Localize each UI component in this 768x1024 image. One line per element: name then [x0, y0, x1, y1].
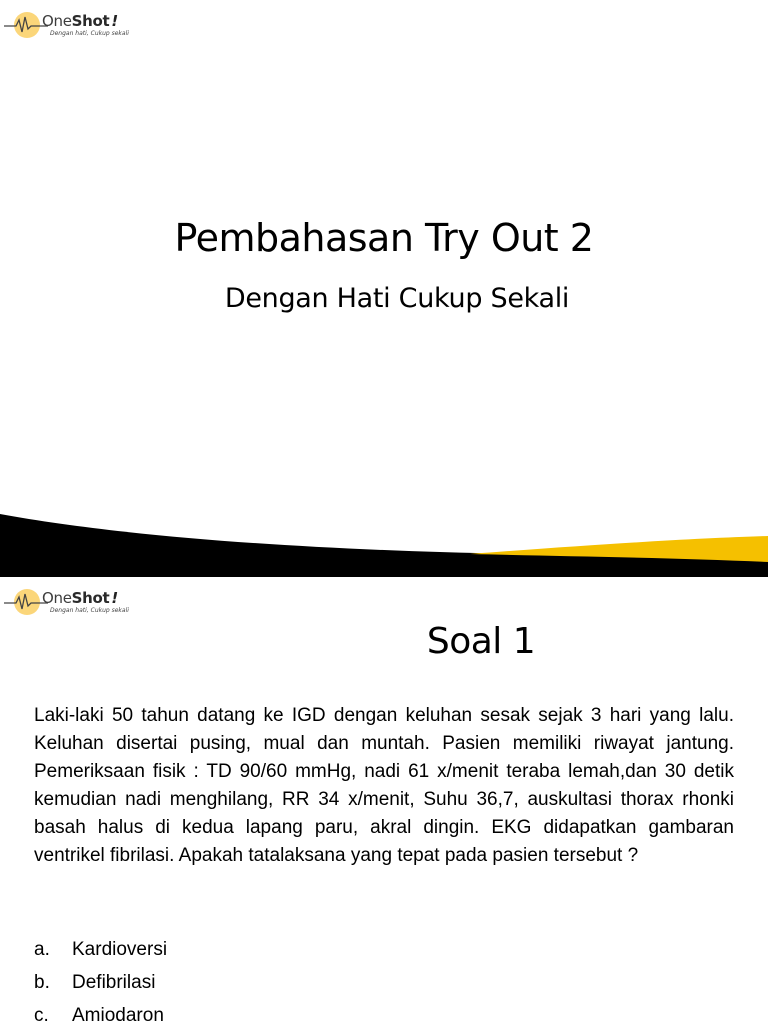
- logo-name-regular: One: [42, 12, 72, 30]
- logo-exclamation: !: [111, 589, 118, 607]
- oneshot-logo: [4, 587, 144, 621]
- logo-wordmark: [42, 12, 118, 30]
- option-text: Kardioversi: [72, 939, 168, 960]
- option-letter: b.: [34, 972, 50, 993]
- answer-option: [34, 966, 167, 999]
- decorative-swoosh: [0, 500, 768, 576]
- slide-subtitle: Dengan Hati Cukup Sekali: [224, 283, 570, 314]
- answer-option: [34, 933, 167, 966]
- logo-name-regular: One: [42, 589, 72, 607]
- logo-tagline: Dengan hati, Cukup sekali: [50, 30, 129, 37]
- answer-options: [34, 933, 167, 1024]
- answer-option: [34, 999, 167, 1024]
- slide-title-heading: Pembahasan Try Out 2: [174, 216, 594, 260]
- logo-name-bold: Shot: [71, 12, 110, 30]
- logo-tagline: Dengan hati, Cukup sekali: [50, 607, 129, 614]
- option-text: Defibrilasi: [72, 972, 156, 993]
- logo-name-bold: Shot: [71, 589, 110, 607]
- option-text: Amiodaron: [72, 1005, 164, 1024]
- slide-question: [0, 577, 768, 1024]
- option-letter: c.: [34, 1005, 49, 1024]
- oneshot-logo: [4, 10, 144, 44]
- logo-exclamation: !: [111, 12, 118, 30]
- question-heading: Soal 1: [426, 621, 536, 662]
- question-text: Laki-laki 50 tahun datang ke IGD dengan keluhan sesak sejak 3 hari yang lalu. Keluhan disertai pusing, mual dan muntah. Pasien memiliki riwayat jantung. Pemeriksaan fisik : TD 90/60 mmHg, nadi 61 x/menit teraba lemah,dan 30 detik kemudian nadi menghilang, RR 34 x/menit, Suhu 36,7, auskultasi thorax rhonki basah halus di kedua lapang paru, akral dingin. EKG didapatkan gambaran ventrikel fibrilasi. Apakah tatalaksana yang tepat pada pasien tersebut ?: [34, 705, 734, 866]
- logo-wordmark: [42, 589, 118, 607]
- option-letter: a.: [34, 939, 50, 960]
